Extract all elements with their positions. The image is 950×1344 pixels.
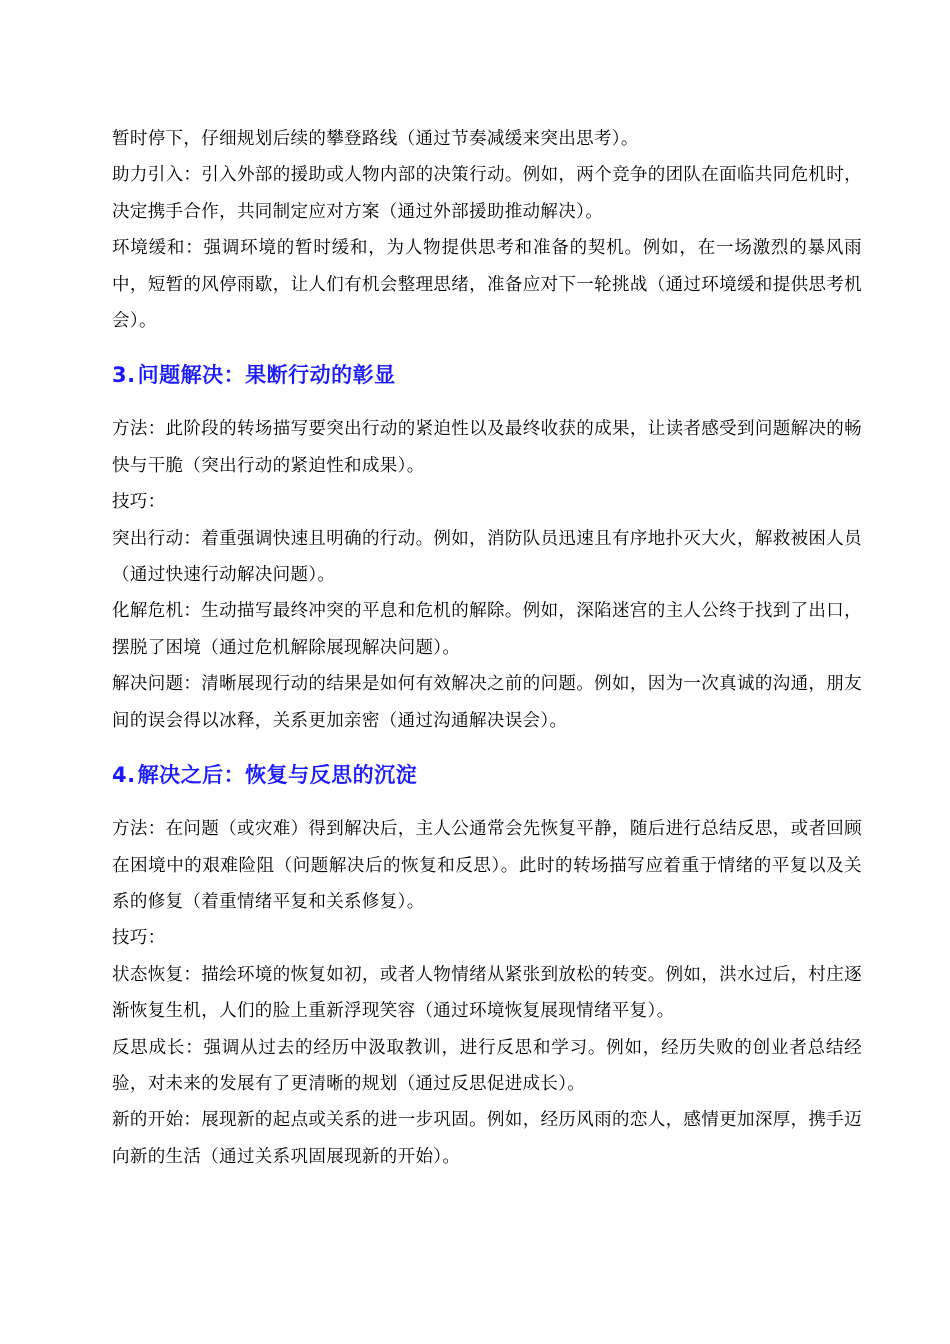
section-3-title: 问题解决：果断行动的彰显 — [137, 363, 396, 388]
section-3-technique-3: 解决问题：清晰展现行动的结果是如何有效解决之前的问题。例如，因为一次真诚的沟通，朋友间的误会得以冰释，关系更加亲密（通过沟通解决误会）。 — [112, 674, 862, 731]
paragraph-environment-ease: 环境缓和：强调环境的暂时缓和，为人物提供思考和准备的契机。例如，在一场激烈的暴风雨中，短暂的风停雨歇，让人们有机会整理思绪，准备应对下一轮挑战（通过环境缓和提供思考机会）。 — [112, 238, 862, 332]
section-4-technique-3: 新的开始：展现新的起点或关系的进一步巩固。例如，经历风雨的恋人，感情更加深厚，携手迈向新的生活（通过关系巩固展现新的开始）。 — [112, 1110, 862, 1167]
section-4-title: 解决之后：恢复与反思的沉淀 — [137, 763, 418, 788]
section-4-technique-1: 状态恢复：描绘环境的恢复如初，或者人物情绪从紧张到放松的转变。例如，洪水过后，村庄逐渐恢复生机，人们的脸上重新浮现笑容（通过环境恢复展现情绪平复）。 — [112, 964, 862, 1022]
section-3-method: 方法：此阶段的转场描写要突出行动的紧迫性以及最终收获的成果，让读者感受到问题解决的畅快与干脆（突出行动的紧迫性和成果）。 — [112, 419, 862, 476]
section-4-number: 4. — [112, 763, 136, 788]
section-3-heading — [112, 361, 862, 389]
section-4-technique-2: 反思成长：强调从过去的经历中汲取教训，进行反思和学习。例如，经历失败的创业者总结经验，对未来的发展有了更清晰的规划（通过反思促进成长）。 — [112, 1037, 862, 1094]
section-4-method: 方法：在问题（或灾难）得到解决后，主人公通常会先恢复平静，随后进行总结反思，或者回顾在困境中的艰难险阻（问题解决后的恢复和反思）。此时的转场描写应着重于情绪的平复以及关系的修复（着重情绪平复和关系修复）。 — [112, 819, 862, 912]
section-3-skills-label: 技巧： — [112, 492, 166, 513]
section-3-technique-1: 突出行动：着重强调快速且明确的行动。例如，消防队员迅速且有序地扑灭大火，解救被困人员（通过快速行动解决问题）。 — [112, 528, 862, 586]
section-3-technique-2: 化解危机：生动描写最终冲突的平息和危机的解除。例如，深陷迷宫的主人公终于找到了出口，摆脱了困境（通过危机解除展现解决问题）。 — [112, 601, 862, 658]
paragraph-pause-continuation: 暂时停下，仔细规划后续的攀登路线（通过节奏减缓来突出思考）。 — [112, 129, 639, 149]
document-page — [112, 121, 862, 1175]
section-4-skills-label: 技巧： — [112, 928, 166, 949]
paragraph-external-help: 助力引入：引入外部的援助或人物内部的决策行动。例如，两个竞争的团队在面临共同危机时，决定携手合作，共同制定应对方案（通过外部援助推动解决）。 — [112, 165, 862, 222]
section-3-number: 3. — [112, 363, 136, 388]
section-4-heading — [112, 761, 862, 789]
